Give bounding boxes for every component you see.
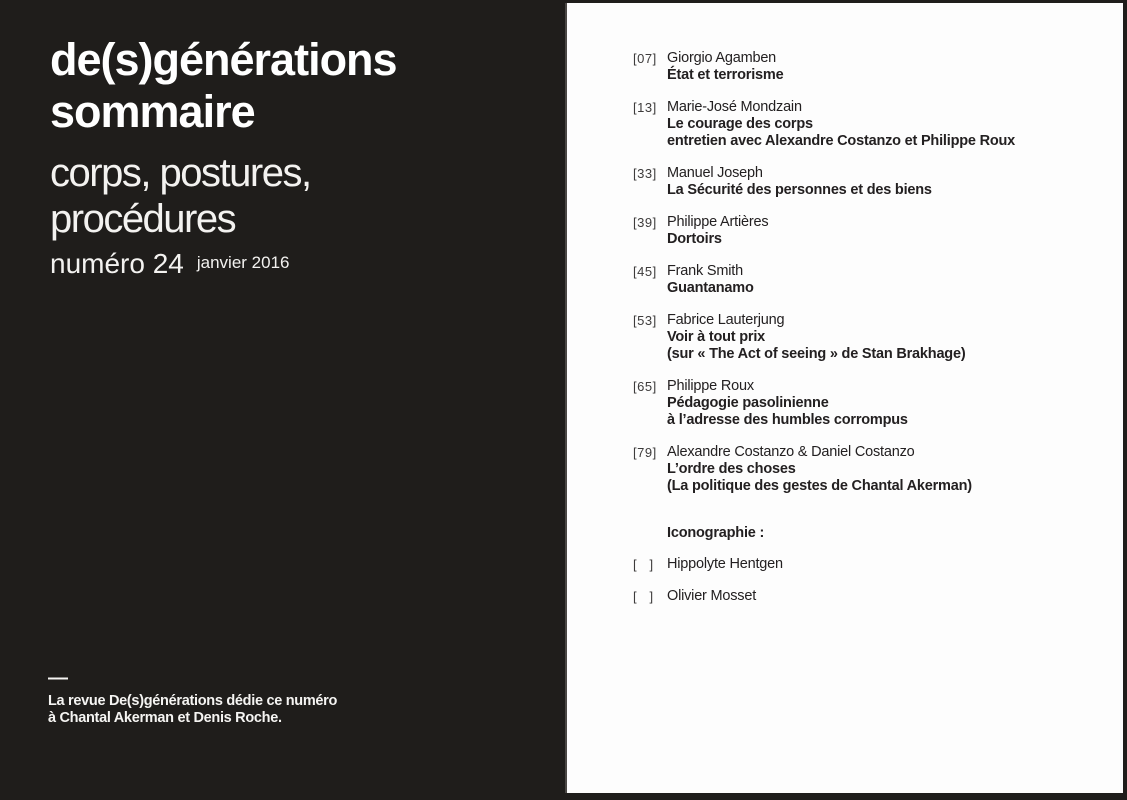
cover-content [0, 0, 563, 280]
toc-entry [567, 378, 1123, 429]
entry-title-line: État et terrorisme [667, 67, 784, 83]
cover-panel [0, 0, 563, 800]
journal-title-line1: de(s)générations [50, 34, 397, 85]
journal-title-line2: sommaire [50, 86, 255, 137]
dedication-line2: à Chantal Akerman et Denis Roche. [48, 709, 282, 726]
entry-title-line: Guantanamo [667, 280, 754, 296]
empty-page-brackets: [ ] [633, 557, 654, 572]
issue-theme-line2: procédures [50, 197, 236, 241]
entry-author: Philippe Artières [667, 214, 769, 230]
iconography-item [567, 556, 1123, 573]
page-number: [65] [633, 379, 657, 394]
page-number: [79] [633, 445, 657, 460]
toc-entry [567, 444, 1123, 495]
dedication-dash: — [48, 667, 68, 689]
page-number: [33] [633, 166, 657, 181]
page-number: [45] [633, 264, 657, 279]
issue-date: janvier 2016 [196, 253, 290, 272]
dedication-line1: La revue De(s)générations dédie ce numéro [48, 693, 338, 709]
toc-entry [567, 312, 1123, 363]
entry-title-line: La Sécurité des personnes et des biens [667, 182, 932, 198]
page-number: [07] [633, 51, 657, 66]
entry-title-line: à l’adresse des humbles corrompus [667, 412, 908, 428]
entry-author: Frank Smith [667, 263, 743, 279]
entry-author: Alexandre Costanzo & Daniel Costanzo [667, 444, 915, 460]
entry-title-line: L’ordre des choses [667, 461, 796, 477]
entry-title-line: Voir à tout prix [667, 329, 766, 345]
entry-title-line: Dortoirs [667, 231, 722, 247]
iconography-name: Olivier Mosset [667, 588, 757, 604]
toc-entry [567, 165, 1123, 199]
issue-number: numéro 24 [50, 248, 184, 279]
dedication-text [48, 693, 337, 726]
iconography-name: Hippolyte Hentgen [667, 556, 783, 572]
page-number: [39] [633, 215, 657, 230]
entry-title-line: (La politique des gestes de Chantal Akerman) [667, 478, 972, 494]
toc-entry [567, 50, 1123, 84]
iconography-item [567, 588, 1123, 605]
table-of-contents [567, 3, 1123, 605]
issue-line [50, 248, 563, 280]
entry-author: Manuel Joseph [667, 165, 763, 181]
toc-entry [567, 99, 1123, 150]
issue-theme [50, 150, 563, 242]
journal-title [50, 34, 563, 138]
entry-title-line: Le courage des corps [667, 116, 813, 132]
issue-theme-line1: corps, postures, [50, 151, 311, 195]
entry-author: Marie-José Mondzain [667, 99, 802, 115]
entry-title-line: entretien avec Alexandre Costanzo et Philippe Roux [667, 133, 1016, 149]
entry-title-line: Pédagogie pasolinienne [667, 395, 829, 411]
iconography-heading: Iconographie : [667, 525, 765, 541]
toc-entry [567, 263, 1123, 297]
dedication [48, 667, 338, 726]
entry-author: Philippe Roux [667, 378, 754, 394]
page-number: [13] [633, 100, 657, 115]
page-number: [53] [633, 313, 657, 328]
toc-entry [567, 214, 1123, 248]
empty-page-brackets: [ ] [633, 589, 654, 604]
contents-page [565, 3, 1123, 793]
entry-author: Fabrice Lauterjung [667, 312, 785, 328]
entry-author: Giorgio Agamben [667, 50, 777, 66]
entry-title-line: (sur « The Act of seeing » de Stan Brakhage) [667, 346, 966, 362]
